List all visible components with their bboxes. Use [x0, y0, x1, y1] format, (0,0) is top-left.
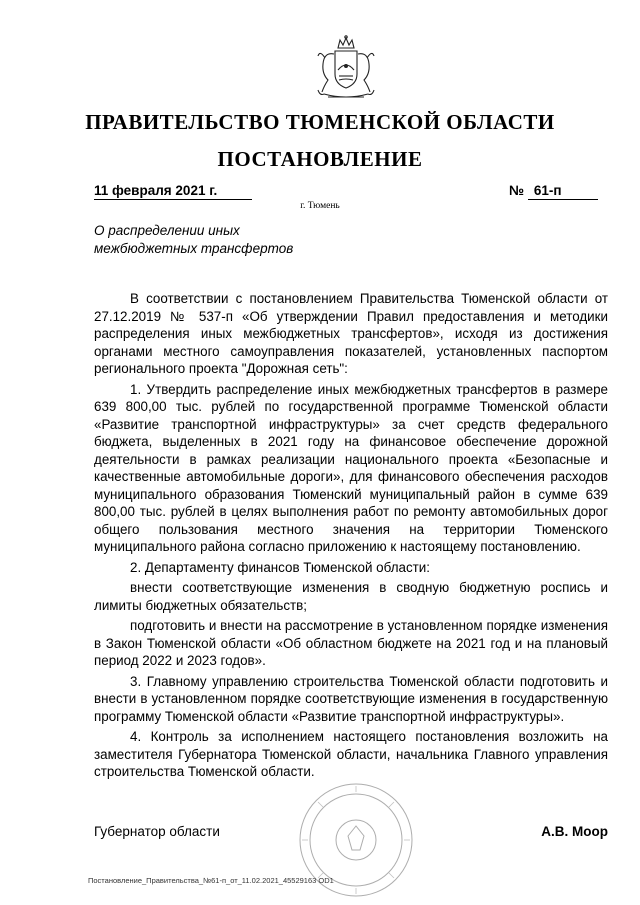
item-1-paragraph: 1. Утвердить распределение иных межбюджетных трансфертов в размере 639 800,00 тыс. рублей по государственной программе Тюменской области «Развитие транспортной инфраструктуры» за счет средств федерального бюджета, выделенных в 2021 году на финансовое обеспечение дорожной деятельности в рамках реализации национального проекта «Безопасные и качественные автомобильные дороги», для финансового обеспечения расходов муниципального образования Тюменский муниципальный район в сумме 639 800,00 тыс. рублей в целях выполнения работ по ремонту автомобильных дорог общего пользования местного значения на территории Тюменского муниципального района согласно приложению к настоящему постановлению. [94, 381, 608, 554]
item-3-paragraph: 3. Главному управлению строительства Тюменской области подготовить и внести в установленном порядке соответствующие изменения в государственную программу Тюменской области «Развитие транспортной инфраструктуры». [94, 673, 608, 724]
coat-of-arms-icon [310, 34, 382, 106]
item-4-paragraph: 4. Контроль за исполнением настоящего постановления возложить на заместителя Губернатора Тюменской области, начальника Главного управления строительства Тюменской области. [94, 729, 608, 779]
document-type: ПОСТАНОВЛЕНИЕ [217, 147, 423, 171]
item-2-paragraph: 2. Департаменту финансов Тюменской области: [130, 559, 430, 575]
item-2b-paragraph: подготовить и внести на рассмотрение в установленном порядке изменения в Закон Тюменской области «Об областном бюджете на 2021 год и на плановый период 2022 и 2023 годов». [94, 618, 608, 668]
number-prefix: № [509, 183, 525, 198]
signatory-name: А.В. Моор [541, 824, 608, 839]
document-number [509, 182, 598, 200]
subject-line: межбюджетных трансфертов [94, 241, 294, 256]
preamble-paragraph: В соответствии с постановлением Правительства Тюменской области от 27.12.2019 № 537-п «Об утверждении Правил предоставления и методики распределения иных межбюджетных трансфертов», исходя из достижения органами местного самоуправления показателей, установленных паспортом регионального проекта "Дорожная сеть": [94, 291, 608, 376]
item-2a-paragraph: внести соответствующие изменения в сводную бюджетную роспись и лимиты бюджетных обязательств; [94, 580, 608, 613]
document-body [94, 290, 608, 784]
file-reference: Постановление_Правительства_№61-п_от_11.02.2021_45529163 OD1 [88, 876, 334, 885]
signatory-position: Губернатор области [94, 824, 220, 839]
document-subject [94, 222, 394, 258]
number-value: 61-п [528, 182, 598, 200]
document-city: г. Тюмень [300, 201, 340, 211]
subject-line: О распределении иных [94, 223, 240, 238]
government-title: ПРАВИТЕЛЬСТВО ТЮМЕНСКОЙ ОБЛАСТИ [85, 110, 555, 134]
document-date: 11 февраля 2021 г. [94, 182, 252, 200]
